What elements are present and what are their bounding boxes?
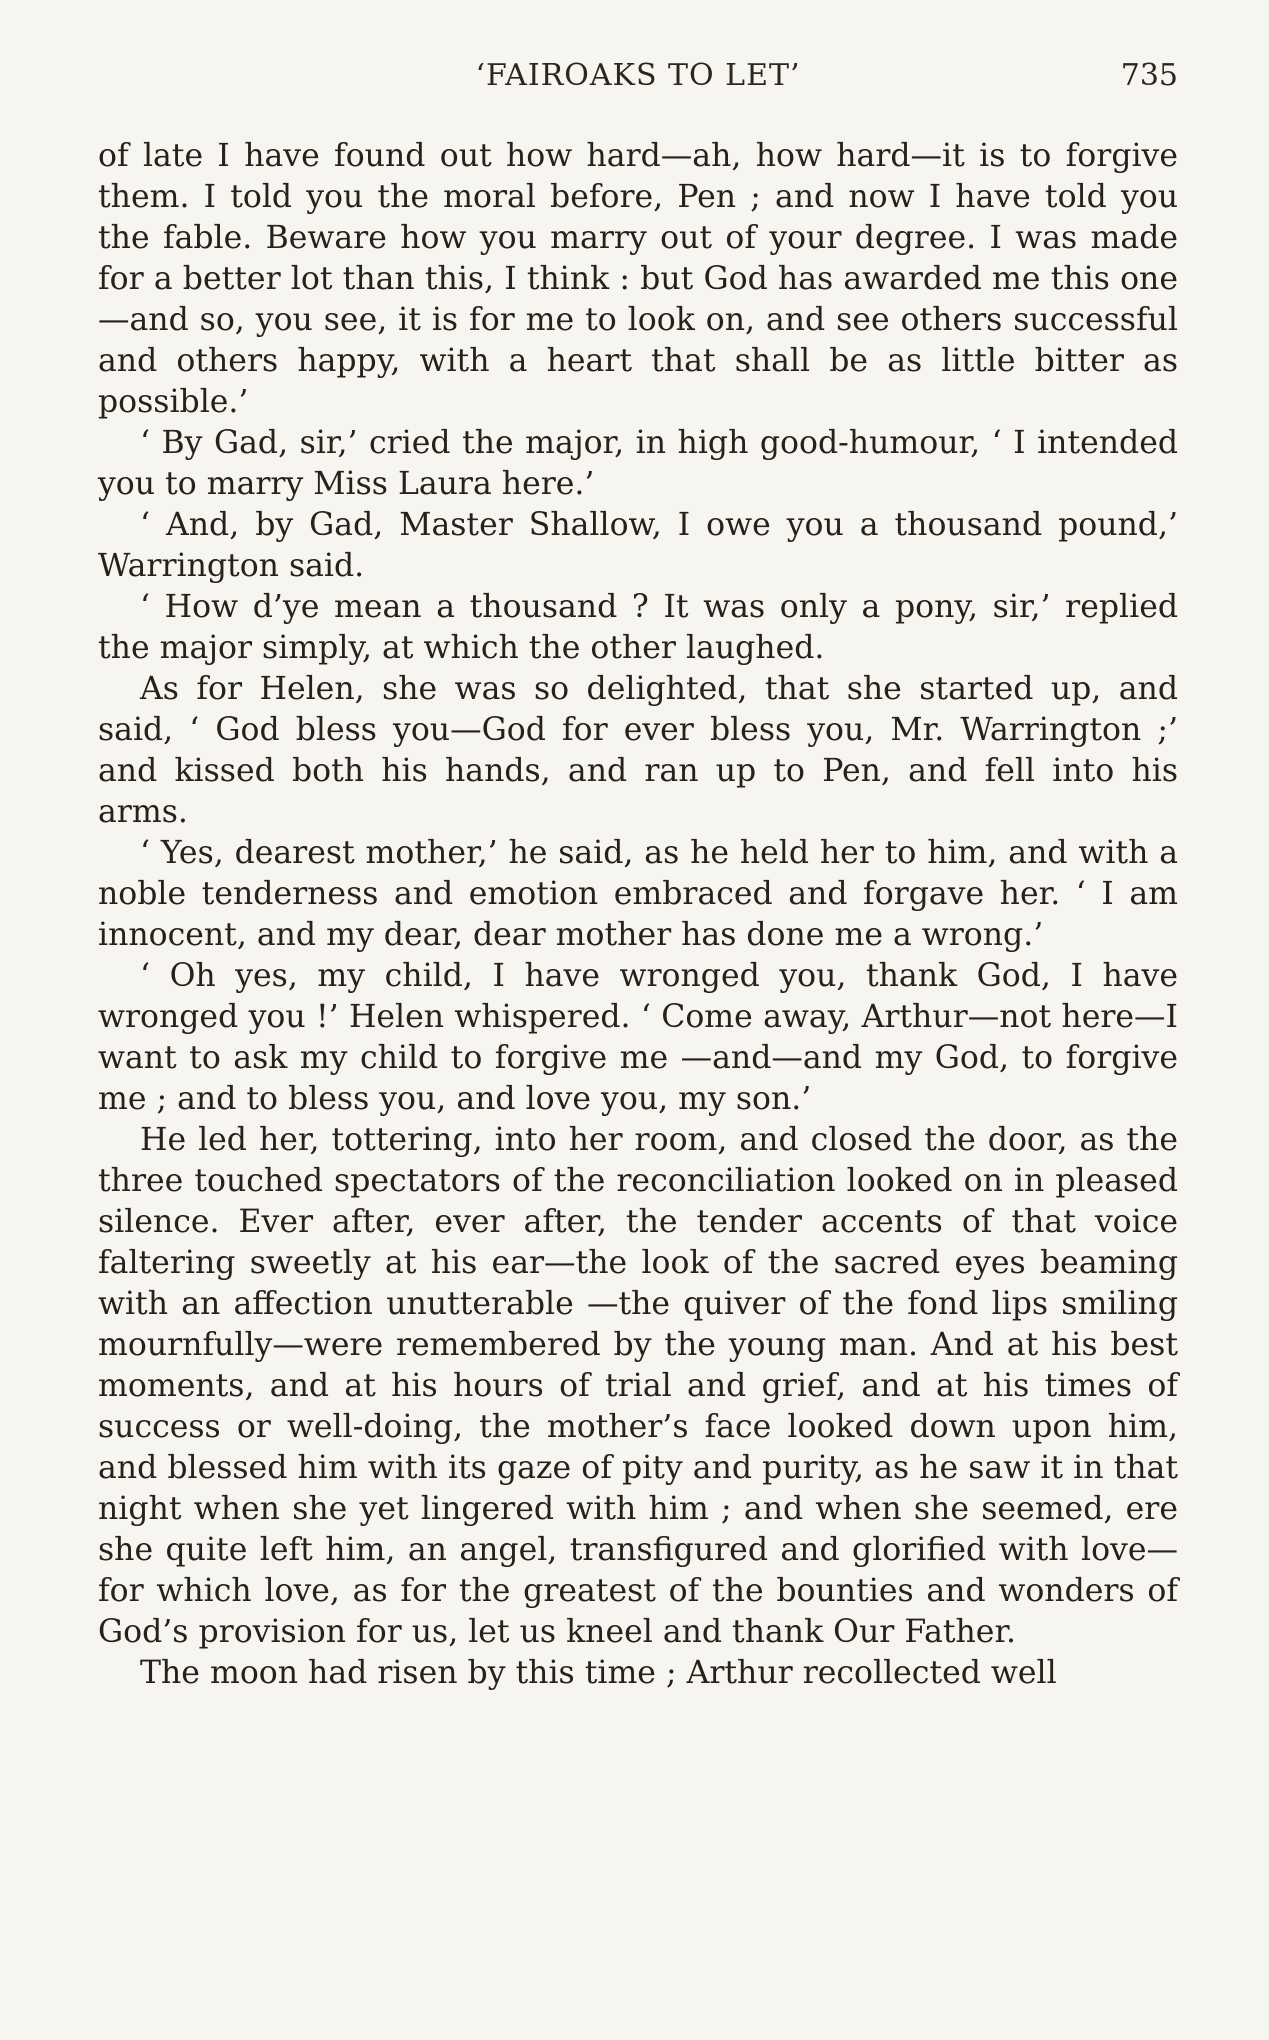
- paragraph-continuation: of late I have found out how hard—ah, how hard—it is to forgive them. I told you the moral before, Pen ; and now I have told you the fable. Beware how you marry out of your degree. I was made for a better lot than this, I think : but God has awarded me this one—and so, you see, it is for me to look on, and see others successful and others happy, with a heart that shall be as little bitter as possible.’: [98, 138, 1178, 420]
- paragraph: As for Helen, she was so delighted, that she started up, and said, ‘ God bless you—God for ever bless you, Mr. Warrington ;’ and kissed both his hands, and ran up to Pen, and fell into his arms.: [98, 671, 1178, 830]
- paragraph: ‘ Yes, dearest mother,’ he said, as he held her to him, and with a noble tenderness and emotion embraced and forgave her. ‘ I am innocent, and my dear, dear mother has done me a wrong.’: [98, 835, 1178, 953]
- paragraph: The moon had risen by this time ; Arthur recollected well: [140, 1655, 1057, 1691]
- paragraph: ‘ By Gad, sir,’ cried the major, in high good-humour, ‘ I intended you to marry Miss Laura here.’: [98, 425, 1178, 502]
- running-head: [98, 58, 1178, 102]
- page-number: 735: [1120, 58, 1178, 93]
- running-title: ‘FAIROAKS TO LET’: [475, 58, 801, 93]
- paragraph: ‘ Oh yes, my child, I have wronged you, thank God, I have wronged you !’ Helen whispered. ‘ Come away, Arthur—not here—I want to ask my child to forgive me —and—and my God, to forgive me ; and to bless you, and love you, my son.’: [98, 958, 1178, 1117]
- paragraph: He led her, tottering, into her room, and closed the door, as the three touched spectators of the reconciliation looked on in pleased silence. Ever after, ever after, the tender accents of that voice faltering sweetly at his ear—the look of the sacred eyes beaming with an affection unutterable —the quiver of the fond lips smiling mournfully—were remembered by the young man. And at his best moments, and at his hours of trial and grief, and at his times of success or well-doing, the mother’s face looked down upon him, and blessed him with its gaze of pity and purity, as he saw it in that night when she yet lingered with him ; and when she seemed, ere she quite left him, an angel, transfigured and glorified with love—for which love, as for the greatest of the bounties and wonders of God’s provision for us, let us kneel and thank Our Father.: [98, 1122, 1178, 1650]
- body-text: [98, 136, 1178, 1694]
- paragraph: ‘ How d’ye mean a thousand ? It was only a pony, sir,’ replied the major simply, at which the other laughed.: [98, 589, 1178, 666]
- paragraph: ‘ And, by Gad, Master Shallow, I owe you a thousand pound,’ Warrington said.: [98, 507, 1178, 584]
